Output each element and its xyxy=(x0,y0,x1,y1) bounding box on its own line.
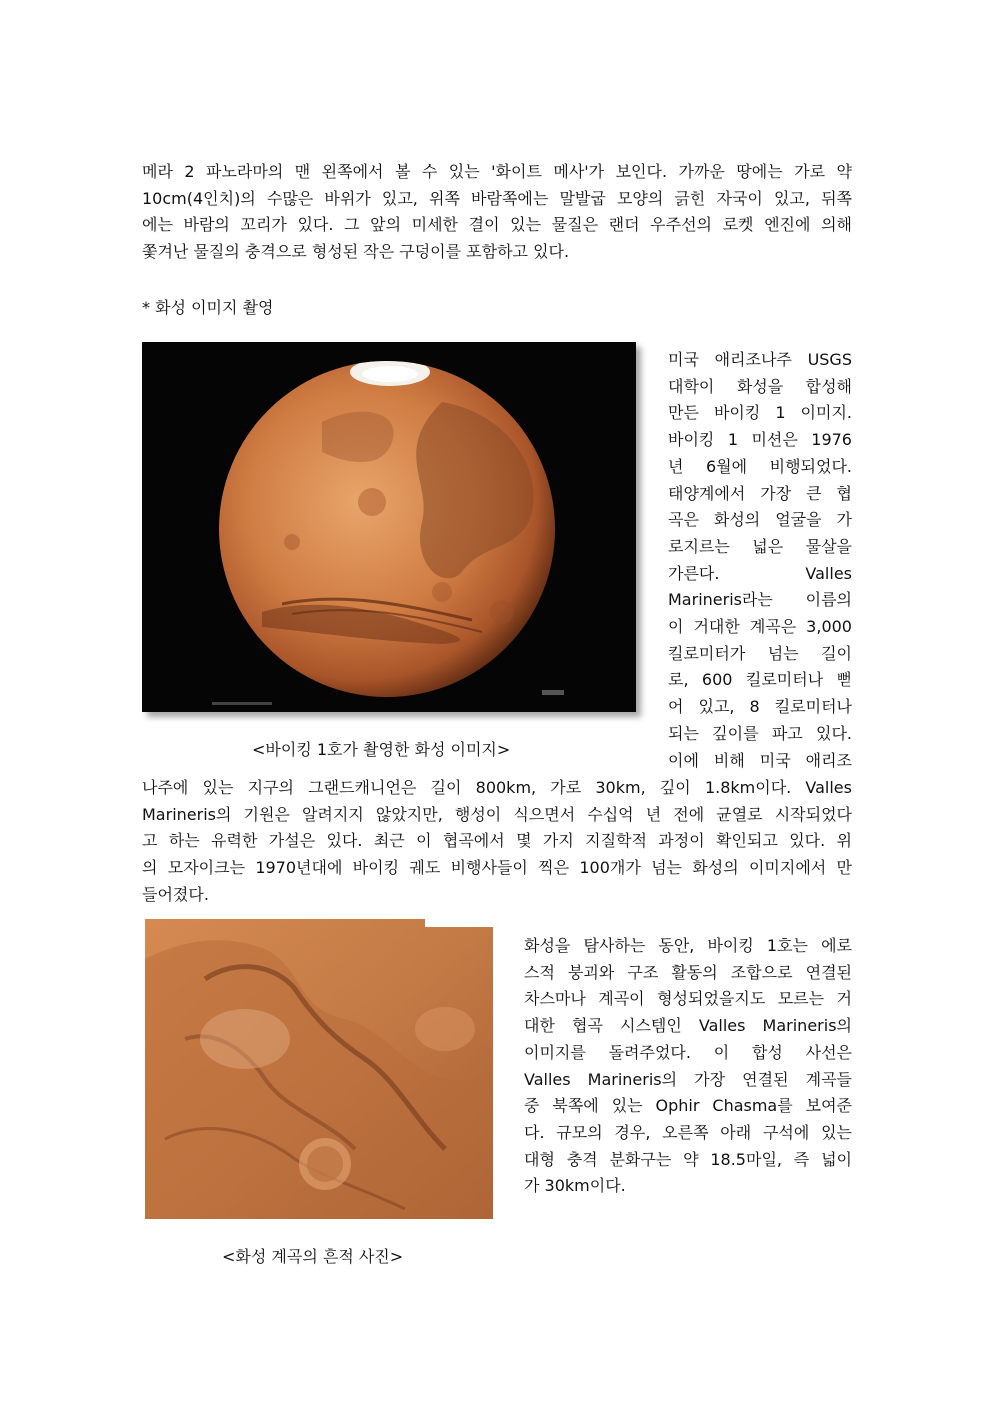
text-line: 킬로미터가 넘는 길이 xyxy=(668,643,852,663)
text-line: 10cm(4인치)의 수많은 바위가 있고, 위쪽 바람쪽에는 말발굽 모양의 긁힌 자국이 있고, 뒤쪽 xyxy=(142,188,852,208)
text-line: 되는 깊이를 파고 있다. xyxy=(668,723,852,743)
text-line: 년 6월에 비행되었다. xyxy=(668,456,852,476)
text-line: 가른다. Valles xyxy=(668,563,852,583)
text-line: 다. 규모의 경우, 오른쪽 아래 구석에 있는 xyxy=(524,1122,852,1142)
text-line: 로지르는 넓은 물살을 xyxy=(668,536,852,556)
text-line: 어 있고, 8 킬로미터나 xyxy=(668,697,852,717)
canyon-mosaic-image xyxy=(145,919,493,1219)
continued-paragraph xyxy=(142,775,852,909)
text-line: 의 모자이크는 1970년대에 바이킹 궤도 비행사들이 찍은 100개가 넘는 화성의 이미지에서 만 xyxy=(142,858,852,878)
side-paragraph-2 xyxy=(524,933,852,1200)
text-line: 가 30km이다. xyxy=(524,1176,626,1196)
text-line: 대한 협곡 시스템인 Valles Marineris의 xyxy=(524,1016,852,1036)
text-line: 메라 2 파노라마의 맨 왼쪽에서 볼 수 있는 '화이트 메사'가 보인다. 가까운 땅에는 가로 약 xyxy=(142,162,852,181)
text-line: Marineris라는 이름의 xyxy=(668,590,852,610)
text-line: 에는 바람의 꼬리가 있다. 그 앞의 미세한 결이 있는 물질은 랜더 우주선의 로켓 엔진에 의해 xyxy=(142,215,852,235)
text-line: 이에 비해 미국 애리조 xyxy=(668,750,852,770)
figure1-caption: <바이킹 1호가 촬영한 화성 이미지> xyxy=(252,740,511,759)
text-line: 화성을 탐사하는 동안, 바이킹 1호는 에로 xyxy=(524,936,852,955)
text-line: 중 북쪽에 있는 Ophir Chasma를 보여준 xyxy=(524,1096,852,1116)
text-line: 고 하는 유력한 가설은 있다. 최근 이 협곡에서 몇 가지 지질학적 과정이 확인되고 있다. 위 xyxy=(142,831,852,851)
text-line: 만든 바이킹 1 이미지. xyxy=(668,403,852,423)
text-line: 바이킹 1 미션은 1976 xyxy=(668,430,852,450)
text-line: 이 거대한 계곡은 3,000 xyxy=(668,617,852,637)
section-heading: * 화성 이미지 촬영 xyxy=(142,298,274,317)
intro-paragraph xyxy=(142,159,852,266)
side-paragraph-1 xyxy=(668,347,852,774)
text-line: Marineris의 기원은 알려지지 않았지만, 행성이 식으면서 수십억 년 전에 균열로 시작되었다 xyxy=(142,804,852,824)
mars-globe-image xyxy=(142,342,636,712)
text-line: 이미지를 돌려주었다. 이 합성 사선은 xyxy=(524,1042,852,1062)
text-line: 태양계에서 가장 큰 협 xyxy=(668,483,852,503)
text-line: 차스마나 계곡이 형성되었을지도 모르는 거 xyxy=(524,989,852,1009)
text-line: 미국 애리조나주 USGS xyxy=(668,350,852,369)
text-line: 곡은 화성의 얼굴을 가 xyxy=(668,510,852,530)
text-line: 대학이 화성을 합성해 xyxy=(668,376,852,396)
text-line: 나주에 있는 지구의 그랜드캐니언은 길이 800km, 가로 30km, 깊이 1.8km이다. Valles xyxy=(142,778,852,797)
text-line: 들어졌다. xyxy=(142,884,209,904)
text-line: 스적 붕괴와 구조 활동의 조합으로 연결된 xyxy=(524,962,852,982)
text-line: 로, 600 킬로미터나 뻗 xyxy=(668,670,852,690)
text-line: 대형 충격 분화구는 약 18.5마일, 즉 넓이 xyxy=(524,1149,852,1169)
text-line: Valles Marineris의 가장 연결된 계곡들 xyxy=(524,1069,852,1089)
text-line: 쫓겨난 물질의 충격으로 형성된 작은 구덩이를 포함하고 있다. xyxy=(142,242,570,262)
figure2-caption: <화성 계곡의 흔적 사진> xyxy=(222,1247,404,1266)
